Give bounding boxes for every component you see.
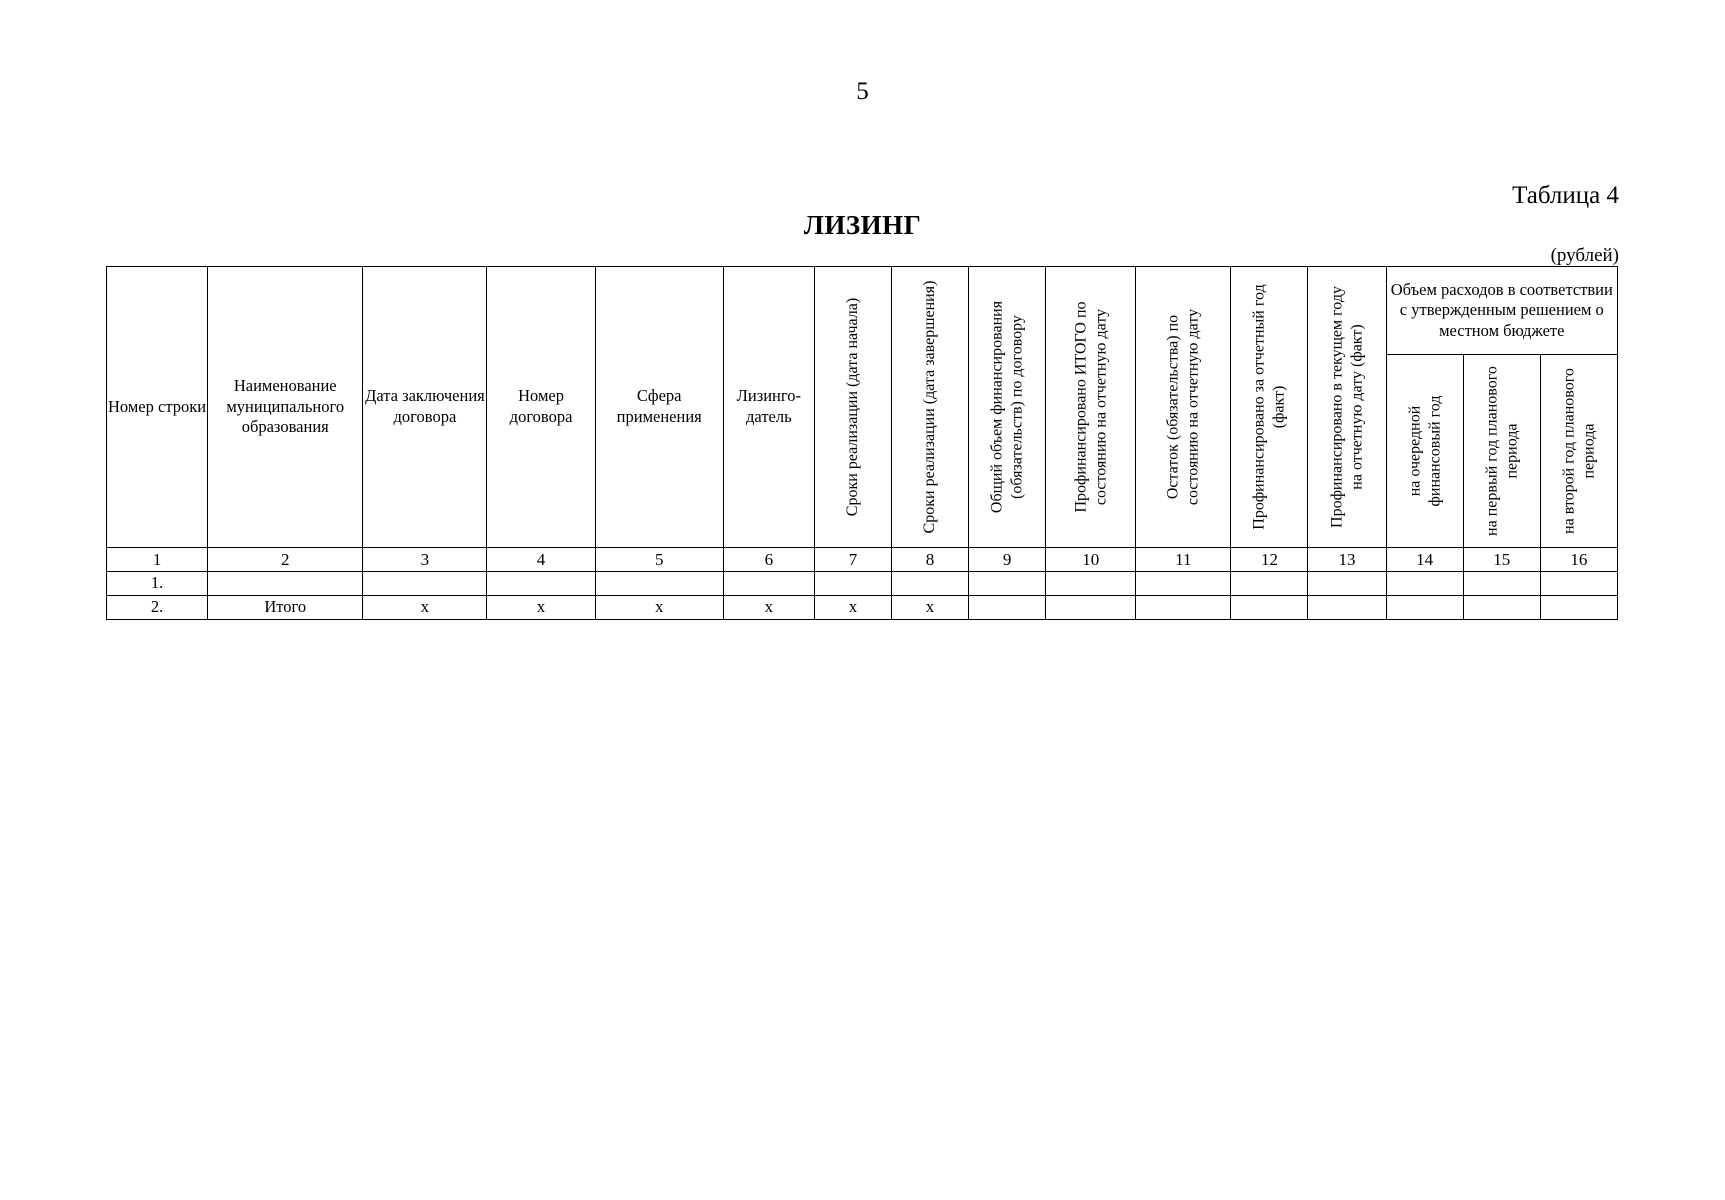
col-num: 14 [1386, 548, 1463, 572]
table-cell [363, 572, 487, 596]
header-next-year [1386, 354, 1463, 547]
header-financed-total-text: Профинансировано ИТОГО по состоянию на отчетную дату [1072, 301, 1109, 513]
table-cell [1463, 572, 1540, 596]
col-num: 13 [1308, 548, 1386, 572]
header-lessor: Лизинго-датель [723, 267, 814, 548]
col-num: 5 [595, 548, 723, 572]
table-cell [1136, 572, 1231, 596]
header-next-year-text: на очередной финансовый год [1406, 395, 1443, 507]
table-cell [1046, 596, 1136, 620]
table-cell [1308, 572, 1386, 596]
col-num: 7 [814, 548, 891, 572]
header-contract-date: Дата заключения договора [363, 267, 487, 548]
header-budget-group: Объем расходов в соответствии с утвержденным решением о местном бюджете [1386, 267, 1617, 355]
table-cell [1386, 596, 1463, 620]
table-cell [1540, 596, 1617, 620]
header-financed-total [1046, 267, 1136, 548]
table-cell [208, 572, 363, 596]
header-scope: Сфера применения [595, 267, 723, 548]
header-municipality: Наименование муниципального образования [208, 267, 363, 548]
header-total-volume [969, 267, 1046, 548]
table-cell [1231, 596, 1308, 620]
table-cell [723, 572, 814, 596]
col-num: 10 [1046, 548, 1136, 572]
table-cell [1463, 596, 1540, 620]
col-num: 16 [1540, 548, 1617, 572]
table-cell: x [814, 596, 891, 620]
header-financed-current-text: Профинансировано в текущем году на отчетную дату (факт) [1328, 286, 1366, 528]
header-start-date-text: Сроки реализации (дата начала) [844, 297, 862, 517]
table-cell: 1. [107, 572, 208, 596]
col-num: 15 [1463, 548, 1540, 572]
table-cell [891, 572, 968, 596]
table-cell: x [723, 596, 814, 620]
table-cell [595, 572, 723, 596]
col-num: 4 [487, 548, 595, 572]
table-cell [1231, 572, 1308, 596]
header-first-plan-year-text: на первый год планового периода [1483, 366, 1520, 536]
header-total-volume-text: Общий объем финансирования (обязательств) по договору [988, 300, 1026, 514]
table-cell [1540, 572, 1617, 596]
table-cell [1046, 572, 1136, 596]
page-number: 5 [856, 78, 869, 105]
table-cell [969, 596, 1046, 620]
table-cell [969, 572, 1046, 596]
table-label: Таблица 4 [1512, 182, 1619, 209]
header-contract-number: Номер договора [487, 267, 595, 548]
table-title: ЛИЗИНГ [803, 210, 922, 240]
table-cell: Итого [208, 596, 363, 620]
header-financed-year [1231, 267, 1308, 548]
header-financed-year-text: Профинансировано за отчетный год (факт) [1250, 284, 1288, 530]
table-cell [487, 572, 595, 596]
table-row-total [107, 596, 1618, 620]
col-num: 1 [107, 548, 208, 572]
header-financed-current [1308, 267, 1386, 548]
header-start-date [814, 267, 891, 548]
table-cell: x [363, 596, 487, 620]
header-remaining-text: Остаток (обязательства) по состоянию на отчетную дату [1164, 308, 1202, 506]
col-num: 8 [891, 548, 968, 572]
table-cell [1386, 572, 1463, 596]
col-num: 6 [723, 548, 814, 572]
col-num: 2 [208, 548, 363, 572]
col-num: 11 [1136, 548, 1231, 572]
header-second-plan-year [1540, 354, 1617, 547]
table-cell [1308, 596, 1386, 620]
col-num: 3 [363, 548, 487, 572]
header-end-date-text: Сроки реализации (дата завершения) [921, 280, 939, 534]
column-number-row [107, 548, 1618, 572]
units-label: (рублей) [1550, 245, 1619, 266]
table-cell: x [595, 596, 723, 620]
header-remaining [1136, 267, 1231, 548]
table-row [107, 572, 1618, 596]
table-cell: x [487, 596, 595, 620]
col-num: 12 [1231, 548, 1308, 572]
header-end-date [891, 267, 968, 548]
header-row-number: Номер строки [107, 267, 208, 548]
table-cell: 2. [107, 596, 208, 620]
table-cell [1136, 596, 1231, 620]
table-cell [814, 572, 891, 596]
header-first-plan-year [1463, 354, 1540, 547]
table-cell: x [891, 596, 968, 620]
col-num: 9 [969, 548, 1046, 572]
leasing-table [106, 266, 1618, 620]
header-second-plan-year-text: на второй год планового периода [1560, 368, 1597, 534]
